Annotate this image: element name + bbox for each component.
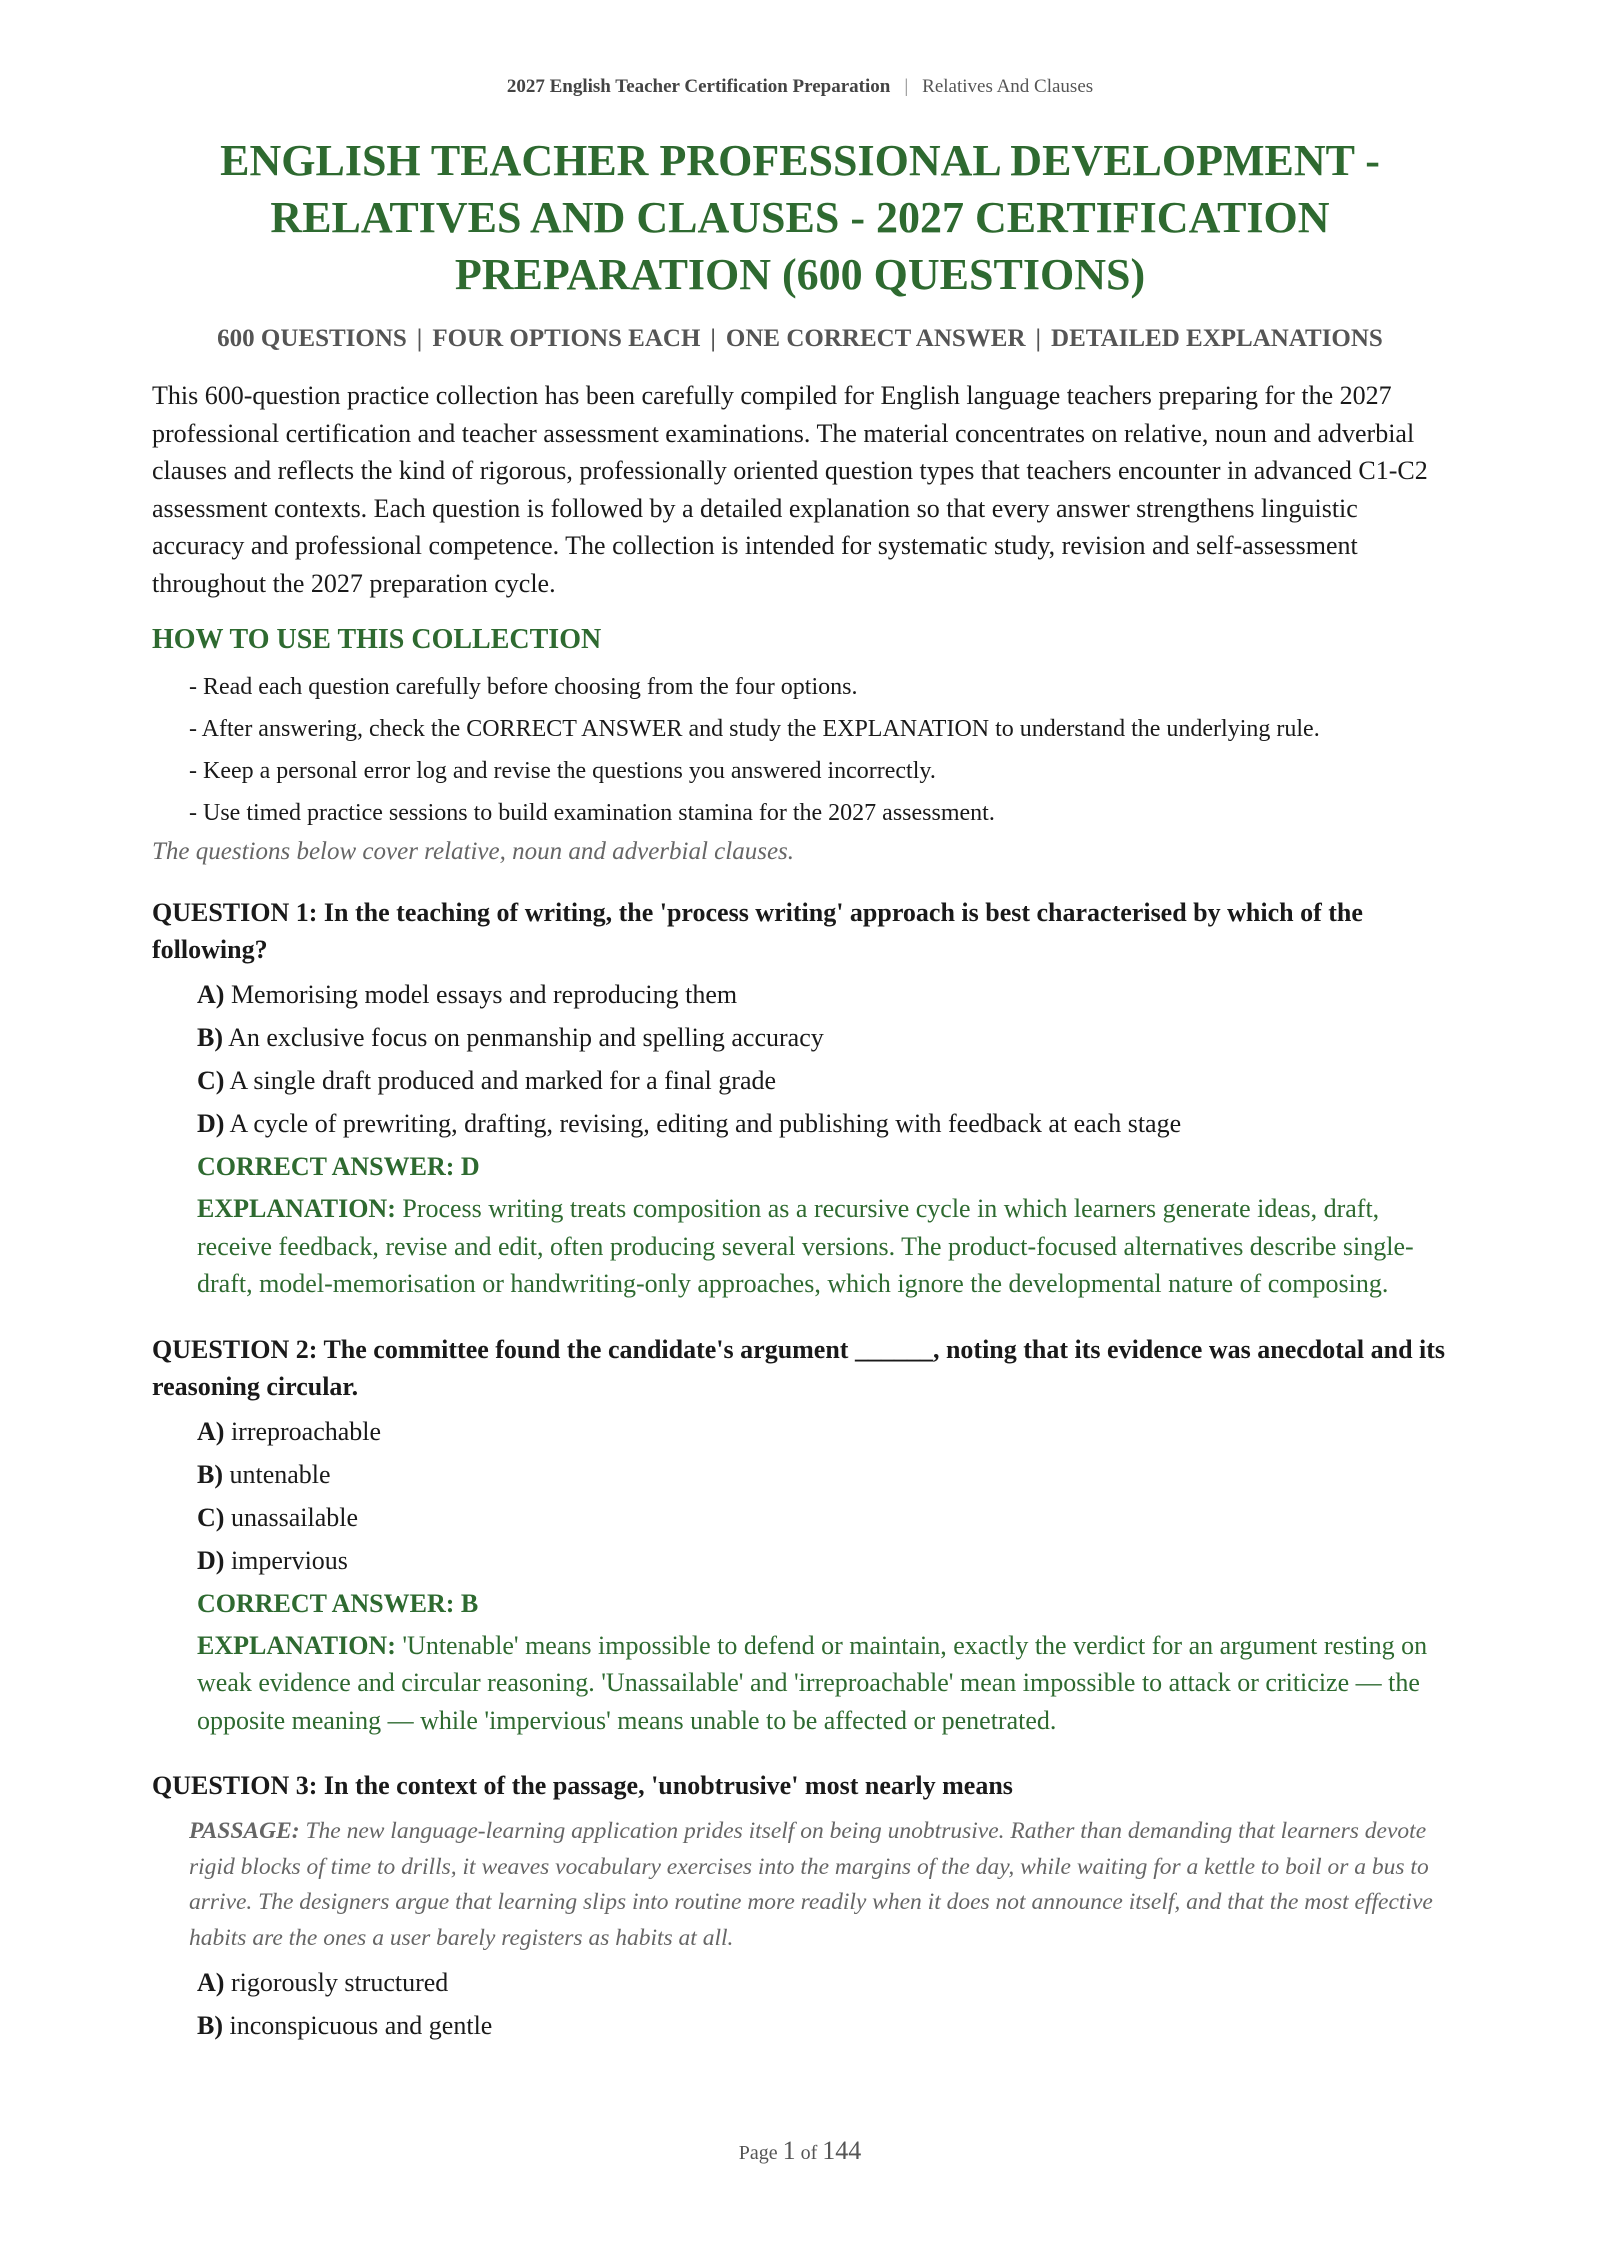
- document-subtitle: [152, 325, 1448, 353]
- option-letter: D): [197, 1545, 225, 1575]
- option-letter: B): [197, 1023, 223, 1052]
- explanation-text: Process writing treats composition as a recursive cycle in which learners generate ideas, draft, receive feedback, revise and edit, often producing several versions. The product-focused alternatives describe single-draft, model-memorisation or handwriting-only approaches, which ignore the developmental nature of composing.: [197, 1194, 1414, 1298]
- running-header-right: Relatives And Clauses: [922, 76, 1094, 97]
- subtitle-part: ONE CORRECT ANSWER: [725, 325, 1026, 352]
- subtitle-separator: |: [416, 325, 423, 352]
- how-to-use-item: - After answering, check the CORRECT ANSWER and study the EXPLANATION to understand the underlying rule.: [189, 716, 1320, 742]
- option-list: [152, 1964, 1448, 2044]
- page-of-label: of: [800, 2142, 818, 2164]
- correct-answer: CORRECT ANSWER: B: [197, 1588, 479, 1618]
- coverage-note: The questions below cover relative, noun and adverbial clauses.: [152, 838, 795, 865]
- option-letter: A): [197, 1416, 225, 1446]
- how-to-use-item: - Use timed practice sessions to build examination stamina for the 2027 assessment.: [189, 800, 995, 826]
- option-b: [197, 1019, 1448, 1056]
- option-text: untenable: [229, 1459, 331, 1489]
- question-stem: QUESTION 2: The committee found the candidate's argument ______, noting that its evidence was anecdotal and its reasoning circular.: [152, 1334, 1446, 1401]
- option-text: An exclusive focus on penmanship and spelling accuracy: [228, 1023, 824, 1052]
- intro-paragraph: This 600-question practice collection has been carefully compiled for English language teachers preparing for the 2027 professional certification and teacher assessment examinations. The material concentrates on relative, noun and adverbial clauses and reflects the kind of rigorous, professionally oriented question types that teachers encounter in advanced C1-C2 assessment contexts. Each question is followed by a detailed explanation so that every answer strengthens linguistic accuracy and professional competence. The collection is intended for systematic study, revision and self-assessment throughout the 2027 preparation cycle.: [152, 381, 1428, 598]
- option-letter: B): [197, 2011, 223, 2040]
- subtitle-part: FOUR OPTIONS EACH: [432, 325, 701, 352]
- option-b: [197, 1456, 1448, 1493]
- option-c: [197, 1499, 1448, 1536]
- option-text: A cycle of prewriting, drafting, revising, editing and publishing with feedback at each stage: [229, 1109, 1182, 1138]
- running-header: [0, 76, 1600, 98]
- passage-label: PASSAGE:: [189, 1818, 300, 1844]
- option-d: [197, 1105, 1448, 1142]
- subtitle-part: DETAILED EXPLANATIONS: [1051, 325, 1383, 352]
- passage-text: The new language-learning application prides itself on being unobtrusive. Rather than demanding that learners devote rigid blocks of time to drills, it weaves vocabulary exercises into the margins of the day, while waiting for a kettle to boil or a bus to arrive. The designers argue that learning slips into routine more readily when it does not announce itself, and that the most effective habits are the ones a user barely registers as habits at all.: [189, 1818, 1433, 1951]
- explanation-label: EXPLANATION:: [197, 1194, 396, 1223]
- how-to-use-item: - Keep a personal error log and revise the questions you answered incorrectly.: [189, 758, 936, 784]
- subtitle-part: 600 QUESTIONS: [217, 325, 407, 352]
- option-c: [197, 1062, 1448, 1099]
- subtitle-separator: |: [1035, 325, 1042, 352]
- page-footer: [0, 2136, 1600, 2166]
- explanation: [152, 1627, 1448, 1740]
- question-2: [152, 1331, 1448, 1740]
- option-b: [197, 2007, 1448, 2044]
- option-letter: B): [197, 1459, 223, 1489]
- option-letter: D): [197, 1109, 225, 1138]
- question-stem: QUESTION 1: In the teaching of writing, the 'process writing' approach is best characterised by which of the following?: [152, 898, 1363, 964]
- option-text: irreproachable: [230, 1416, 382, 1446]
- how-to-use-list: [152, 670, 1448, 831]
- running-header-left: 2027 English Teacher Certification Preparation: [506, 76, 891, 97]
- question-stem: QUESTION 3: In the context of the passage, 'unobtrusive' most nearly means: [152, 1771, 1013, 1800]
- question-3: [152, 1767, 1448, 2044]
- option-letter: A): [197, 1968, 225, 1997]
- question-1: [152, 894, 1448, 1303]
- running-header-separator: |: [904, 76, 909, 97]
- explanation: [152, 1190, 1448, 1303]
- option-a: [197, 1413, 1448, 1450]
- option-text: rigorously structured: [230, 1968, 449, 1997]
- explanation-label: EXPLANATION:: [197, 1630, 396, 1660]
- option-a: [197, 976, 1448, 1013]
- document-title: ENGLISH TEACHER PROFESSIONAL DEVELOPMENT - RELATIVES AND CLAUSES - 2027 CERTIFICATION PREPARATION (600 QUESTIONS): [220, 136, 1380, 299]
- option-text: inconspicuous and gentle: [229, 2011, 493, 2040]
- reading-passage: [152, 1814, 1448, 1956]
- page-total: 144: [822, 2136, 862, 2165]
- option-d: [197, 1542, 1448, 1579]
- option-letter: C): [197, 1066, 225, 1095]
- how-to-use-heading: HOW TO USE THIS COLLECTION: [152, 624, 602, 655]
- correct-answer: CORRECT ANSWER: D: [197, 1152, 480, 1181]
- option-list: [152, 976, 1448, 1142]
- page-number: 1: [782, 2136, 796, 2165]
- option-letter: A): [197, 980, 225, 1009]
- option-letter: C): [197, 1502, 225, 1532]
- option-text: Memorising model essays and reproducing them: [230, 980, 738, 1009]
- option-a: [197, 1964, 1448, 2001]
- page-content: [152, 132, 1448, 2050]
- subtitle-separator: |: [710, 325, 716, 352]
- option-text: A single draft produced and marked for a final grade: [229, 1066, 777, 1095]
- how-to-use-item: - Read each question carefully before choosing from the four options.: [189, 674, 858, 700]
- option-text: unassailable: [230, 1502, 359, 1532]
- option-text: impervious: [230, 1545, 348, 1575]
- option-list: [152, 1413, 1448, 1579]
- explanation-text: 'Untenable' means impossible to defend or maintain, exactly the verdict for an argument resting on weak evidence and circular reasoning. 'Unassailable' and 'irreproachable' mean impossible to attack or criticize — the opposite meaning — while 'impervious' means unable to be affected or penetrated.: [197, 1630, 1428, 1735]
- page-label: Page: [738, 2142, 778, 2164]
